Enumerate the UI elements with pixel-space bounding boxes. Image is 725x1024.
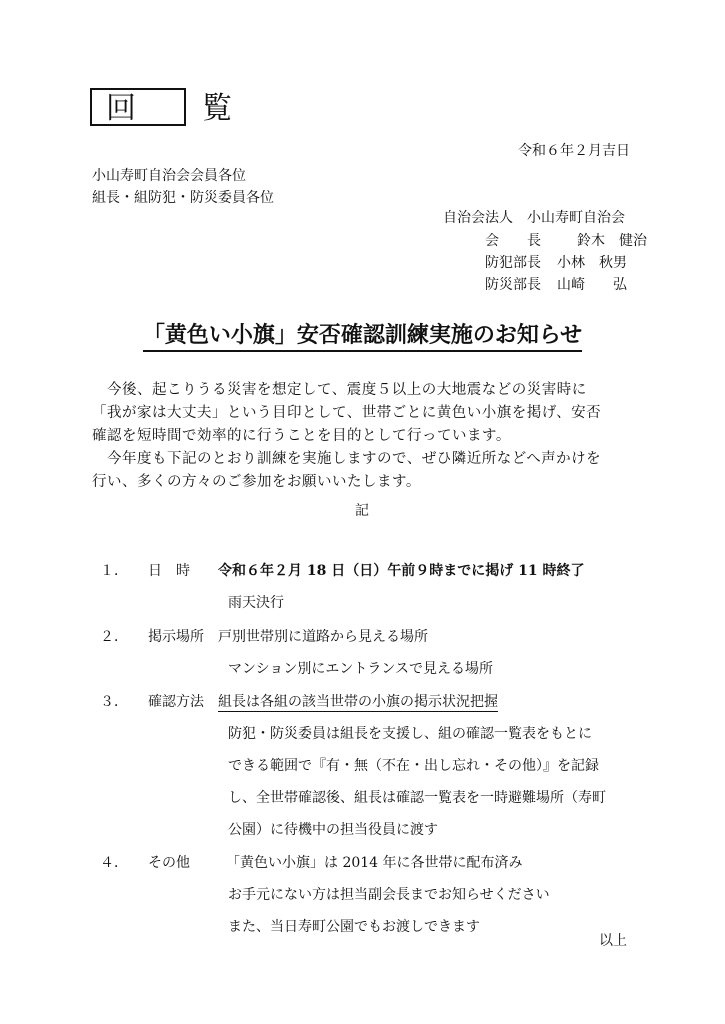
sender-title: 会 長 xyxy=(485,233,541,249)
sender-org xyxy=(443,207,625,227)
sender-name: 鈴木 健治 xyxy=(577,233,647,249)
sender-title: 防災部長 xyxy=(485,277,541,293)
addressee-line: 小山寿町自治会会員各位 xyxy=(92,168,246,184)
ki-marker: 記 xyxy=(355,503,369,519)
sender-org-name: 小山寿町自治会 xyxy=(527,210,625,226)
document-title: 「黄色い小旗」安否確認訓練実施のお知らせ xyxy=(0,318,725,349)
item-label: その他 xyxy=(148,855,190,871)
item-line: お手元にない方は担当副会長までお知らせください xyxy=(228,887,550,903)
item-line: また、当日寿町公園でもお渡しできます xyxy=(228,919,480,935)
item-line: 令和６年２月 18 日（日）午前９時までに掲げ 11 時終了 xyxy=(218,563,585,579)
item-line: マンション別にエントランスで見える場所 xyxy=(228,661,493,677)
item-line: 公園）に待機中の担当役員に渡す xyxy=(228,822,438,838)
body-line: 確認を短時間で効率的に行うことを目的として行っています。 xyxy=(92,428,511,444)
item-line: 雨天決行 xyxy=(228,595,284,611)
body-line: 今後、起こりうる災害を想定して、震度５以上の大地震などの災害時に xyxy=(92,382,587,398)
body-line: 「我が家は大丈夫」という目印として、世帯ごとに黄色い小旗を掲げ、安否 xyxy=(92,405,602,421)
item-line: 防犯・防災委員は組長を支援し、組の確認一覧表をもとに xyxy=(228,726,592,742)
item-line: 組長は各組の該当世帯の小旗の掲示状況把握 xyxy=(218,694,498,710)
kairan-box: 回 覧 xyxy=(90,88,186,126)
sender-org-label: 自治会法人 xyxy=(443,210,513,226)
sender-title: 防犯部長 xyxy=(485,255,541,271)
issue-date: 令和６年２月吉日 xyxy=(518,143,630,159)
addressee-line: 組長・組防犯・防災委員各位 xyxy=(92,190,274,206)
sender-row xyxy=(485,230,647,250)
item-line: 「黄色い小旗」は 2014 年に各世帯に配布済み xyxy=(226,855,523,871)
body-line: 行い、多くの方々のご参加をお願いいたします。 xyxy=(92,474,421,490)
sender-name: 小林 秋男 xyxy=(557,255,627,271)
body-line: 今年度も下記のとおり訓練を実施しますので、ぜひ隣近所などへ声かけを xyxy=(92,451,602,467)
sender-name: 山崎 弘 xyxy=(557,277,627,293)
sender-row xyxy=(485,252,627,272)
item-label: 日 時 xyxy=(148,563,190,579)
item-number: ３． xyxy=(100,694,128,710)
item-line: 戸別世帯別に道路から見える場所 xyxy=(218,629,428,645)
sender-row xyxy=(485,274,627,294)
closing-mark: 以上 xyxy=(599,933,627,949)
item-label: 掲示場所 xyxy=(148,629,204,645)
item-label: 確認方法 xyxy=(148,694,204,710)
item-number: ２． xyxy=(100,629,128,645)
item-number: １． xyxy=(100,563,128,579)
item-number: ４． xyxy=(100,855,128,871)
item-line: し、全世帯確認後、組長は確認一覧表を一時避難場所（寿町 xyxy=(228,790,606,806)
item-line: できる範囲で『有・無（不在・出し忘れ・その他）』を記録 xyxy=(228,758,599,774)
